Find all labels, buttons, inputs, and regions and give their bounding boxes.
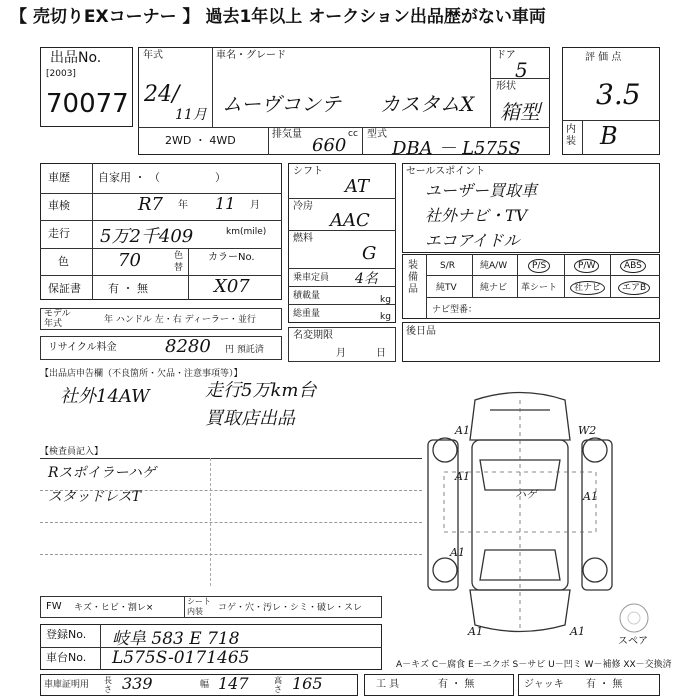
sales-label: セールスポイント [406, 166, 486, 177]
sheet-title: 【 売切りEXコーナー 】 過去1年以上 オークション出品歴がない車両 [10, 7, 546, 27]
mark-right-side: A1 [583, 490, 598, 503]
name-label: 車名・グレード [216, 50, 286, 61]
equip-airbag: エアB [618, 281, 650, 295]
fw-label: FW [46, 601, 62, 612]
shaken-year-unit: 年 [178, 200, 188, 211]
fw-text: キズ・ヒビ・割レ× [74, 603, 154, 613]
inspector-line-2: スタッドレスT [48, 489, 141, 505]
spare-label: スペア [618, 636, 648, 647]
exhibitor-label: 【出品店申告欄（不良箇所・欠品・注意事項等）】 [40, 369, 243, 379]
height-value: 165 [292, 674, 323, 693]
shaken-month-unit: 月 [250, 200, 260, 211]
model-label: 型式 [367, 129, 387, 140]
garage-cert-label: 車庫証明用 [44, 680, 90, 690]
mark-rear-left: A1 [468, 625, 483, 638]
jack-label: ジャッキ [524, 679, 564, 690]
mark-roof: ハゲ [515, 488, 537, 501]
mileage-label: 走行 [48, 227, 70, 240]
damage-legend: A－キズ C－腐食 E－エクボ S－サビ U－凹ミ W－補修 XX－交換済 [396, 660, 672, 670]
ac-value: AAC [330, 210, 370, 231]
jack-value: 有 ・ 無 [586, 679, 623, 690]
capacity-label: 乗車定員 [293, 273, 330, 283]
mark-left-side: A1 [455, 470, 470, 483]
reki-label: 車歴 [48, 171, 70, 184]
color-value: 70 [118, 250, 141, 271]
color-label: 色 [58, 255, 69, 268]
chassis-label: 車台No. [46, 651, 87, 664]
equip-leather: 革シート [521, 283, 558, 293]
shift-label: シフト [293, 166, 323, 177]
registration-value: 岐阜 583 E 718 [112, 629, 240, 649]
sales-line-2: 社外ナビ・TV [425, 206, 528, 225]
interior-label: 内装 [566, 124, 576, 147]
mark-rear-left-door: A1 [450, 546, 465, 559]
exhibitor-line-1: 社外14AW [60, 386, 150, 407]
listing-number: 70077 [46, 89, 129, 119]
equip-aftermarket-navi: 社ナビ [570, 281, 605, 295]
reki-value: 自家用 ・ （ ） [98, 171, 226, 184]
score-label: 評 価 点 [585, 52, 622, 63]
grade-value: カスタムX [380, 92, 475, 116]
chassis-value: L575S-0171465 [112, 648, 250, 668]
model-year-label: モデル年式 [44, 309, 71, 329]
shaken-month-value: 11 [215, 194, 236, 213]
mileage-unit: km(mile) [226, 227, 267, 237]
tools-label: 工 具 [376, 679, 400, 690]
capacity-value: 4名 [355, 271, 378, 287]
mark-front-left: A1 [455, 424, 470, 437]
inspector-label: 【検査員記入】 [40, 447, 104, 457]
spare-tire-icon [618, 602, 650, 634]
shape-label: 形状 [496, 81, 516, 92]
equip-abs: ABS [620, 259, 646, 273]
recycle-unit: 円 預託済 [225, 345, 264, 355]
score-value: 3.5 [596, 78, 641, 111]
equip-tv: 純TV [436, 283, 457, 293]
load-label: 積載量 [293, 291, 321, 301]
year-label: 年式 [143, 50, 163, 61]
drive-label: 2WD ・ 4WD [165, 134, 236, 147]
warranty-value: 有 ・ 無 [108, 282, 148, 295]
doors-label: ドア [496, 50, 516, 61]
car-damage-diagram [420, 380, 620, 640]
seat-text: コゲ・穴・汚レ・シミ・破レ・スレ [218, 603, 363, 613]
length-value: 339 [122, 674, 153, 693]
colorno-label: カラーNo. [208, 252, 255, 263]
displacement-value: 660 [312, 135, 347, 156]
ac-label: 冷房 [293, 201, 313, 212]
navi-model-label: ナビ型番： [432, 305, 478, 315]
shape-value: 箱型 [500, 100, 540, 124]
interior-value: B [600, 122, 618, 150]
width-value: 147 [218, 674, 249, 693]
mileage-value: 5万2千409 [100, 226, 194, 247]
shaken-label: 車検 [48, 199, 70, 212]
registration-label: 登録No. [46, 628, 87, 641]
warranty-label: 保証書 [48, 282, 81, 295]
gross-unit: kg [380, 312, 391, 322]
doors-value: 5 [515, 58, 528, 82]
name-change-value: 月 日 [336, 348, 386, 359]
colorno-value: X07 [214, 276, 250, 297]
name-change-label: 名変期限 [293, 330, 333, 341]
shift-value: AT [345, 176, 370, 197]
listing-label: 出品No. [50, 50, 102, 66]
shaken-value: R7 [138, 194, 164, 215]
equip-pw: P/W [574, 259, 599, 273]
width-label: 幅 [200, 680, 210, 690]
gross-label: 総重量 [293, 309, 321, 319]
listing-year-tag: [2003] [46, 69, 76, 79]
model-year-text: 年 ハンドル 左・右 ディーラー・並行 [104, 315, 256, 325]
mark-rear-right: A1 [570, 625, 585, 638]
exhibitor-line-2: 走行5万km台 [205, 380, 317, 401]
equipment-label: 装備品 [408, 260, 418, 295]
equip-sr: S/R [440, 261, 455, 271]
sales-line-3: エコアイドル [425, 231, 520, 250]
fuel-value: G [362, 243, 377, 264]
seat-label: シート内装 [187, 597, 211, 616]
recycle-label: リサイクル料金 [48, 342, 117, 353]
mark-front-right: W2 [578, 424, 597, 437]
length-label: 長さ [104, 676, 112, 694]
color-sub-label: 色替 [174, 251, 184, 273]
load-unit: kg [380, 295, 391, 305]
notes-box [402, 322, 660, 362]
name-value: ムーヴコンテ [222, 92, 341, 116]
height-label: 高さ [274, 676, 282, 694]
inspector-line-1: Rスポイラーハゲ [48, 465, 156, 481]
month-value: 11月 [175, 107, 207, 123]
sales-line-1: ユーザー買取車 [425, 181, 538, 200]
equip-ps: P/S [528, 259, 550, 273]
tools-value: 有 ・ 無 [438, 679, 475, 690]
fuel-label: 燃料 [293, 233, 313, 244]
equip-aw: 純A/W [480, 261, 508, 271]
model-value: DBA － L575S [392, 138, 521, 159]
notes-label: 後日品 [406, 326, 436, 337]
exhibitor-line-3: 買取店出品 [205, 408, 295, 429]
displacement-unit: cc [348, 129, 358, 139]
displacement-label: 排気量 [272, 129, 302, 140]
equip-navi: 純ナビ [480, 283, 508, 293]
year-value: 24/ [144, 82, 180, 107]
recycle-value: 8280 [165, 336, 211, 357]
